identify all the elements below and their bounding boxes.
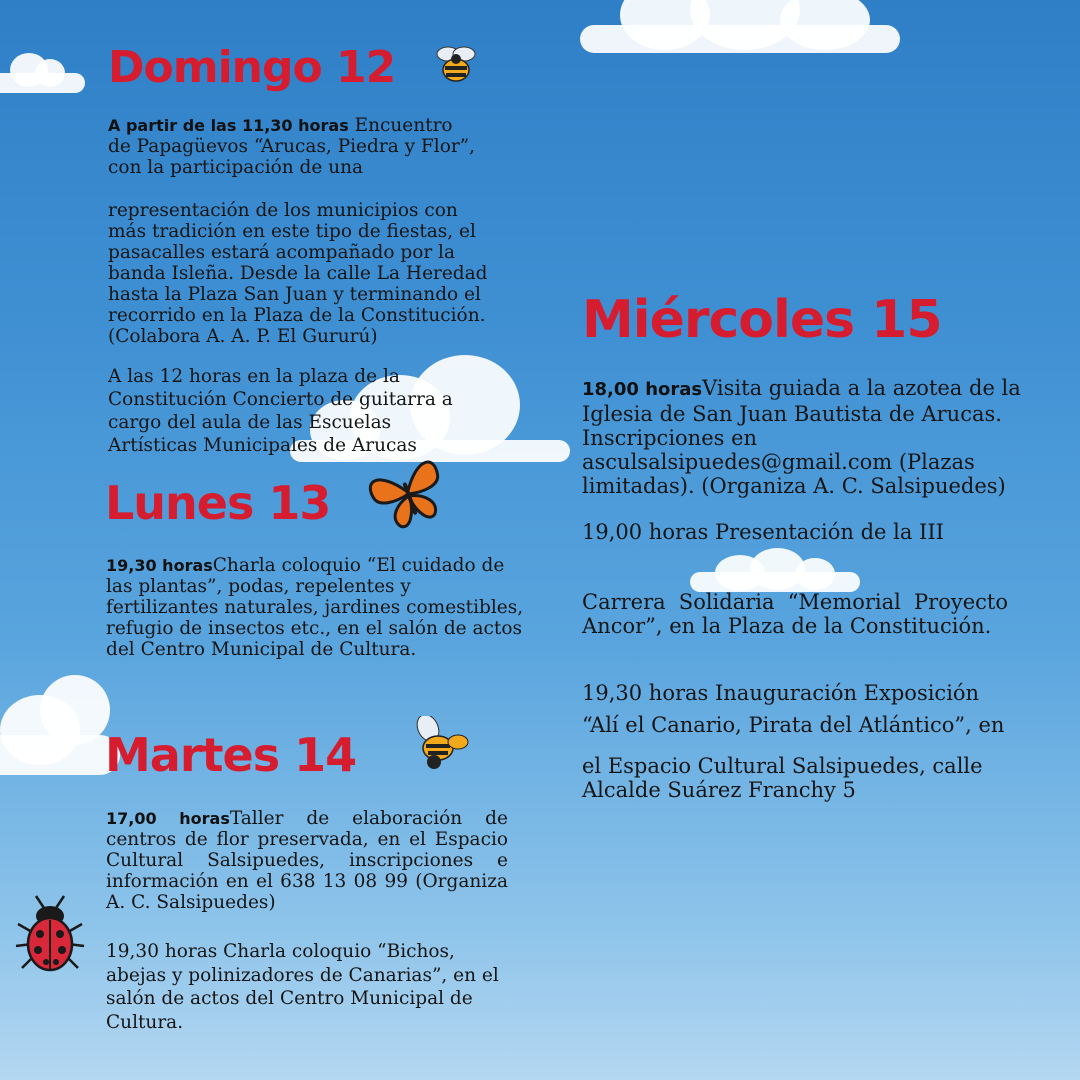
bee-icon — [408, 716, 470, 774]
domingo-event-1-text-a: Encuentro de Papagüevos “Arucas, Piedra y Flor”, con la participación de una — [108, 115, 476, 178]
heading-domingo: Domingo 12 — [108, 42, 396, 93]
domingo-event-1-hour: A partir de las 11,30 horas — [108, 116, 349, 135]
domingo-event-1-a — [108, 115, 478, 178]
lunes-event-1-hour: 19,30 horas — [106, 556, 213, 575]
cloud-left-bottom — [0, 675, 120, 785]
heading-miercoles: Miércoles 15 — [582, 290, 942, 350]
miercoles-event-2-a: 19,00 horas Presentación de la III — [582, 520, 944, 544]
miercoles-event-3-a: 19,30 horas Inauguración Exposición — [582, 681, 980, 705]
miercoles-event-1-text: Visita guiada a la azotea de la Iglesia de San Juan Bautista de Arucas. Inscripciones en asculsalsipuedes@gmail.com (Plazas limitadas). (Organiza A. C. Salsipuedes) — [582, 376, 1021, 498]
bee-icon — [428, 44, 484, 88]
heading-martes: Martes 14 — [105, 728, 357, 782]
lunes-event-1 — [106, 555, 524, 660]
martes-event-1-text: Taller de elaboración de centros de flor preservada, en el Espacio Cultural Salsipuedes, inscripciones e información en el 638 13 08 99 (Organiza A. C. Salsipuedes) — [106, 808, 508, 913]
cloud-top-right — [580, 0, 900, 60]
domingo-event-1-b: representación de los municipios con más tradición en este tipo de fiestas, el pasacalles estará acompañado por la banda Isleña. Desde la calle La Heredad hasta la Plaza San Juan y terminando el recorrido en la Plaza de la Constitución. (Colabora A. A. P. El Gururú) — [108, 200, 488, 347]
butterfly-icon — [368, 452, 448, 534]
lunes-event-1-text: Charla coloquio “El cuidado de las plantas”, podas, repelentes y fertilizantes naturales, jardines comestibles, refugio de insectos etc., en el salón de actos del Centro Municipal de Cultura. — [106, 555, 524, 660]
martes-event-2: 19,30 horas Charla coloquio “Bichos, abejas y polinizadores de Canarias”, en el salón de actos del Centro Municipal de Cultura. — [106, 941, 499, 1033]
cloud-top-left — [0, 45, 90, 95]
domingo-event-2: A las 12 horas en la plaza de la Constitución Concierto de guitarra a cargo del aula de las Escuelas Artísticas Municipales de Arucas — [108, 366, 453, 456]
heading-lunes: Lunes 13 — [105, 476, 331, 530]
miercoles-event-1 — [582, 376, 1052, 498]
miercoles-event-3-c: el Espacio Cultural Salsipuedes, calle Alcalde Suárez Franchy 5 — [582, 754, 983, 802]
cloud-right-middle — [690, 550, 860, 595]
ladybug-icon — [14, 892, 86, 976]
miercoles-event-1-hour: 18,00 horas — [582, 379, 703, 400]
martes-event-1-hour: 17,00 horas — [106, 809, 230, 828]
martes-event-1 — [106, 808, 508, 913]
miercoles-event-2-b: Carrera Solidaria “Memorial Proyecto Ancor”, en la Plaza de la Constitución. — [582, 590, 1008, 638]
miercoles-event-3-b: “Alí el Canario, Pirata del Atlántico”, en — [582, 713, 1005, 737]
